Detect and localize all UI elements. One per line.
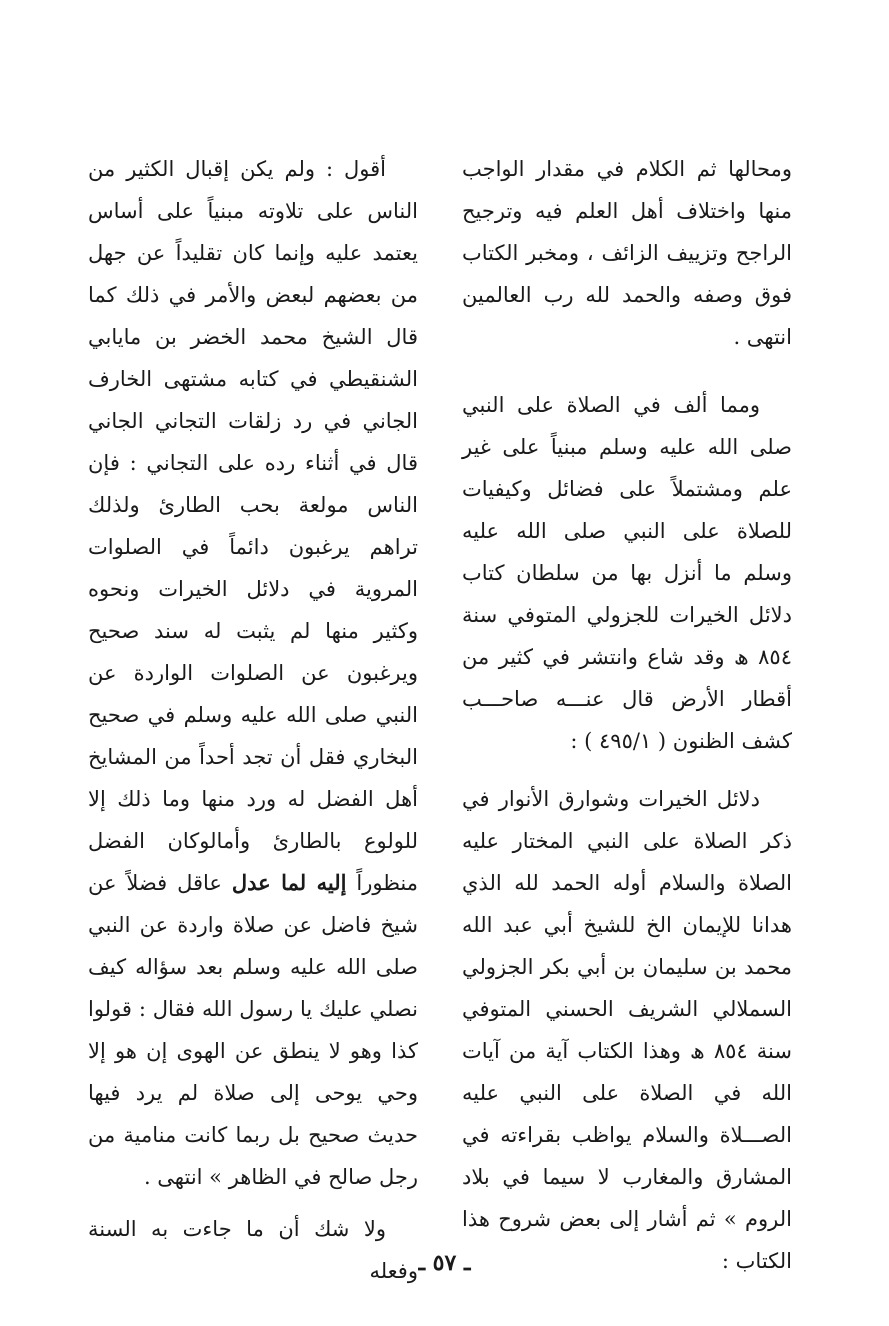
left-paragraph-1-bold-phrase: إليه لما عدل: [231, 870, 347, 895]
right-paragraph-2-text: ومما ألف في الصلاة على النبي صلى الله عليه وسلم مبنياً على غير علم ومشتملاً على فضائل وكيفيات للصلاة على النبي صلى الله عليه وسلم ما أنزل بها من سلطان كتاب دلائل الخيرات للجزولي المتوفي سنة ٨٥٤ ھ وقد شاع وانتشر في كثير من أقطار الأرض قال عنـــه صاحـــب كشف الظنون ( ٤٩٥/١ ) :: [462, 393, 792, 753]
right-paragraph-2: [462, 384, 792, 762]
right-column: [462, 148, 792, 1282]
left-paragraph-1: [88, 148, 418, 1198]
left-column: [88, 148, 418, 1292]
right-paragraph-3: [462, 778, 792, 1282]
right-paragraph-3-text: دلائل الخيرات وشوارق الأنوار في ذكر الصلاة على النبي المختار عليه الصلاة والسلام أوله الحمد لله الذي هدانا للإيمان الخ للشيخ أبي عبد الله محمد بن سليمان بن أبي بكر الجزولي السملالي الشريف الحسني المتوفي سنة ٨٥٤ ھ وهذا الكتاب آية من آيات الله في الصلاة على النبي عليه الصـــلاة والسلام يواظب بقراءته في المشارق والمغارب لا سيما في بلاد الروم » ثم أشار إلى بعض شروح هذا الكتاب :: [462, 787, 792, 1273]
page-number: ـ ٥٧ ـ: [418, 1250, 471, 1276]
left-paragraph-2-text: ولا شك أن ما جاءت به السنة وفعله: [88, 1217, 418, 1283]
left-paragraph-1-text-a: أقول : ولم يكن إقبال الكثير من الناس على تلاوته مبنياً على أساس يعتمد عليه وإنما كان تقليداً عن جهل من بعضهم لبعض والأمر في ذلك كما قال الشيخ محمد الخضر بن مايابي الشنقيطي في كتابه مشتهى الخارف الجاني في رد زلقات التجاني الجاني قال في أثناء رده على التجاني : فإن الناس مولعة بحب الطارئ ولذلك تراهم يرغبون دائماً في الصلوات المروية في دلائل الخيرات ونحوه وكثير منها لم يثبت له سند صحيح ويرغبون عن الصلوات الواردة عن النبي صلى الله عليه وسلم في صحيح البخاري فقل أن تجد أحداً من المشايخ أهل الفضل له ورد منها وما ذلك إلا للولوع بالطارئ وأمالوكان الفضل منظوراً: [88, 157, 419, 895]
left-paragraph-1-text-b: عاقل فضلاً عن شيخ فاضل عن صلاة واردة عن النبي صلى الله عليه وسلم بعد سؤاله كيف نصلي عليك يا رسول الله فقال : قولوا كذا وهو لا ينطق عن الهوى إن هو إلا وحي يوحى إلى صلاة لم يرد فيها حديث صحيح بل ربما كانت منامية من رجل صالح في الظاهر » انتهى .: [88, 871, 418, 1189]
right-paragraph-1: ومحالها ثم الكلام في مقدار الواجب منها واختلاف أهل العلم فيه وترجيح الراجح وتزييف الزائف ، ومخبر الكتاب فوق وصفه والحمد لله رب العالمين انتهى .: [462, 157, 792, 349]
